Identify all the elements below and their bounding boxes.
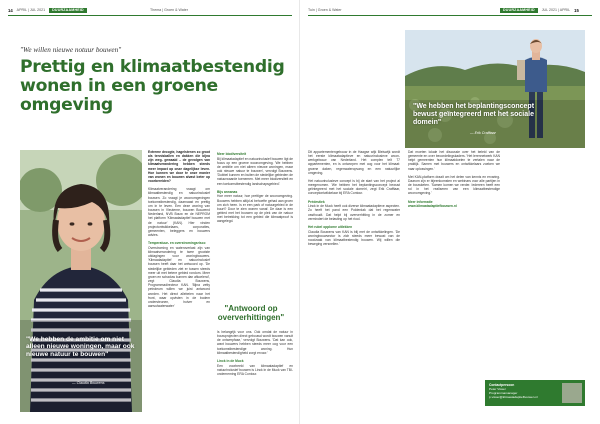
paragraph: Hoe meer natuur, hoe prettiger de woonomgeving. Bouwers hebben altijd al behoefte gehad aan groen om zich heen. Is er een park of natuurgebied in de buurt? Door te zien wonen vanaf. De daar is een gebied met het bouwen op de plek van de natuur met betrekking tot een gebied die klimaatproof is aangelegd. [217,194,293,224]
paragraph: Is belangrijk voor ons. Ook omdat de natuur in bouwprojecten direct gebouwd wordt bouwen vanuit de ontwerpfase,' vervolgt Bouwens. 'Dat kan ook, want bouwers hebben steeds meer oog voor een toekomstbestendige woning. Hun klimaatbestendigheid zorgt ervoor.' [217,330,293,355]
paragraph: Het natuurinclusieve concept is bij de start van het project al meegenomen. 'We hebben het beplantingsconcept bewust geïntegreerd met het sociale domein', zegt Erik Crafftaar, conceptontwikkelaar bij ERA Contour. [308,178,400,196]
header-rule-left [8,15,292,16]
subheading: Bijs annanas [217,189,238,194]
paragraph: Linck in de Muck heeft ook diverse klimaatadaptieve aspecten. Zo heeft het pand een Polderdak dat het regenwater vasthoudt. Dat helpt bij oververhitting in de zomer en vermindert de belasting op het riool. [308,204,400,221]
contact-title: Contactpersoon [489,383,515,387]
issue-right: JUL 2021 | APRIL [541,8,571,12]
page-number-right: 15 [574,7,579,13]
paragraph: Overstroming en wateroverlast zijn van klimaatverandering te twee grootste uitdagingen voor woningbouwers. 'Klimaatadaptief en natuurinclusief bouwen heeft daar het antwoord op. 'De stedelijke gebieden ziet er tussen steeds meer uit met betere gebied rondom. Meer groen en schaduw kunnen dan afkoelend', zegt Claudia Bouwens, Programmadirecteur KAN. 'Bijna zetty petroleum willen we juist antwoord worden. Het direct allebeien naar het front, waar opvisten in de bodem ondersteunen, huiver en aanvulwaterwater' [148,245,210,308]
header-rule-right [308,15,592,16]
page-number-left: 14 [8,7,13,13]
paragraph: Dat moeten lokale het discussie over het beleid van de gemeente en over beoordelingskaders. 'Het lerennetwerk KAN helpt gemeenten hun klimaatdoelen te vertalen naar de praktijk. Samen met bouwers en ontwikkelaars zoeken we naar oplossingen.' [408,150,500,171]
header-left [8,6,87,14]
mid-pull-quote: "Antwoord op oververhittingen" [217,304,285,322]
subheading: Prédestiek [308,199,325,204]
text-column-4 [408,150,500,212]
text-column-3 [308,150,400,250]
paragraph: Claudia Bouwens van KAN is blij met de ontwikkelingen. 'De woningbouwsector is zich steeds meer bewust van de noodzaak van klimaatbestendig bouwen. Wij willen die beweging versnellen.' [308,229,400,246]
more-info-heading: Meer informatie [408,199,433,204]
article-lead: Extreme droogte, hagelstenen zo groot als tennisballen en dakken die bijna zijn weg- gewaaid – de gevolgen van klimaatverandering hebben steeds meer impact op onze dagelijkse leven. Hoe kunnen we door te onze manier van wonen en bouwen alvast beter op voorbereiden? [148,150,210,184]
text-column-2b [217,330,293,380]
paragraph: Met KAN-platform draait om het delen van kennis en ervaring. Daarom zijn er bijeenkomsten en webinars voor alle partijen in de bouwketen. 'Samen komen we verder. Iedereen heeft een rol in het realiseren van een klimaatbestendige woonomgeving.' [408,174,500,196]
contact-box [485,380,585,406]
pull-quote-right: "We hebben het beplantingsconcept bewust geïntegreerd met het sociale domein" [413,103,535,126]
header-right [500,6,579,14]
header-section-right: Tuin | Groen & Water [308,8,342,12]
contact-name: Peter Visser [489,387,506,391]
pull-quote-left: "We hebben de ambitie om niet alleen nieuwe woningen, maar ook nieuwe natuur te bouwen" [26,336,135,358]
subheading: Meer biodiversiteit [217,152,247,156]
paragraph: Klimaatverandering vraagt om klimaatbestendig en natuurinclusief bouwen. Zo vraagt je woonomgevingen toekomstbestendig, daarnaast en prettig om in te leven. Een deze woning van bouwen in Vleuterne, bouwen Bouwend Nederland, NVB Bouw en de NEPROM het platform 'Klimaatadaptief bouwen met de natuur' (KAN). Hier vinden projectontwikkelaars, corporaties, gemeenten, beleggers en bouwers advies. [148,187,210,237]
contact-email[interactable]: p.visser@klimaatadaptiefbouwen.nl [489,395,538,399]
contact-role: Programmamanager [489,391,518,395]
more-info-link[interactable]: www.klimaatadaptiefbouwen.nl [408,204,457,209]
subheading: Temperatuur- en overstromingsrisco [148,241,206,246]
issue-left: APRIL | JUL 2021 [16,8,46,12]
paragraph: Bij klimaatadaptief en natuurinclusief bouwen ligt de focus op een groene woonomgeving. 'We hebben de ambitie om niet alleen nieuwe woningen, maar ook nieuwe natuur te bouwen', vervolgt Bouwens. 'Dubbel kunnen en buiten de stedelijke gebieden de natuurwaarde toenemen. Met meer biodiversiteit en een toekomstbestendig landschapsgebied.' [217,156,293,186]
pull-quote-right-credit: — Erik Crafftaar [470,131,496,135]
section-tag-right: DUURZAAMHEID [500,8,538,13]
section-tag-left: DUURZAAMHEID [49,8,87,13]
article-kicker: "We willen nieuwe notuur bouwen" [20,46,122,54]
portrait-photo [20,150,142,412]
subheading: Linck in de Muck [217,358,244,363]
subheading: Het rubel opplome uitlekken [308,224,353,229]
article-title: Prettig en klimaatbestendig wonen in een groene omgeving [20,57,285,115]
paragraph: Een voorbeeld van klimaatadaptief en natuurinclusief bouwen is Linck in de Muck van TBI-onderneming ERA Contour. [217,363,293,376]
paragraph: Dit appartementengebouw in de Haagse wijk Bleiswijk wordt het eerste klimaatadaptieve en natuurinclusieve woon-werkgebouw van Nederland. Het complex telt 77 appartementen, en is ontworpen met oog voor het klimaat: groene daken, regenwateropvang en een natuurlijke omgeving. [308,150,400,175]
pull-quote-left-credit: — Claudia Bouwens [72,381,105,385]
portrait-illustration [20,150,142,412]
contact-avatar [562,383,582,403]
text-column-2 [217,150,293,228]
header-section-left: Thema | Groen & Water [150,8,188,12]
text-column-1 [148,150,210,312]
